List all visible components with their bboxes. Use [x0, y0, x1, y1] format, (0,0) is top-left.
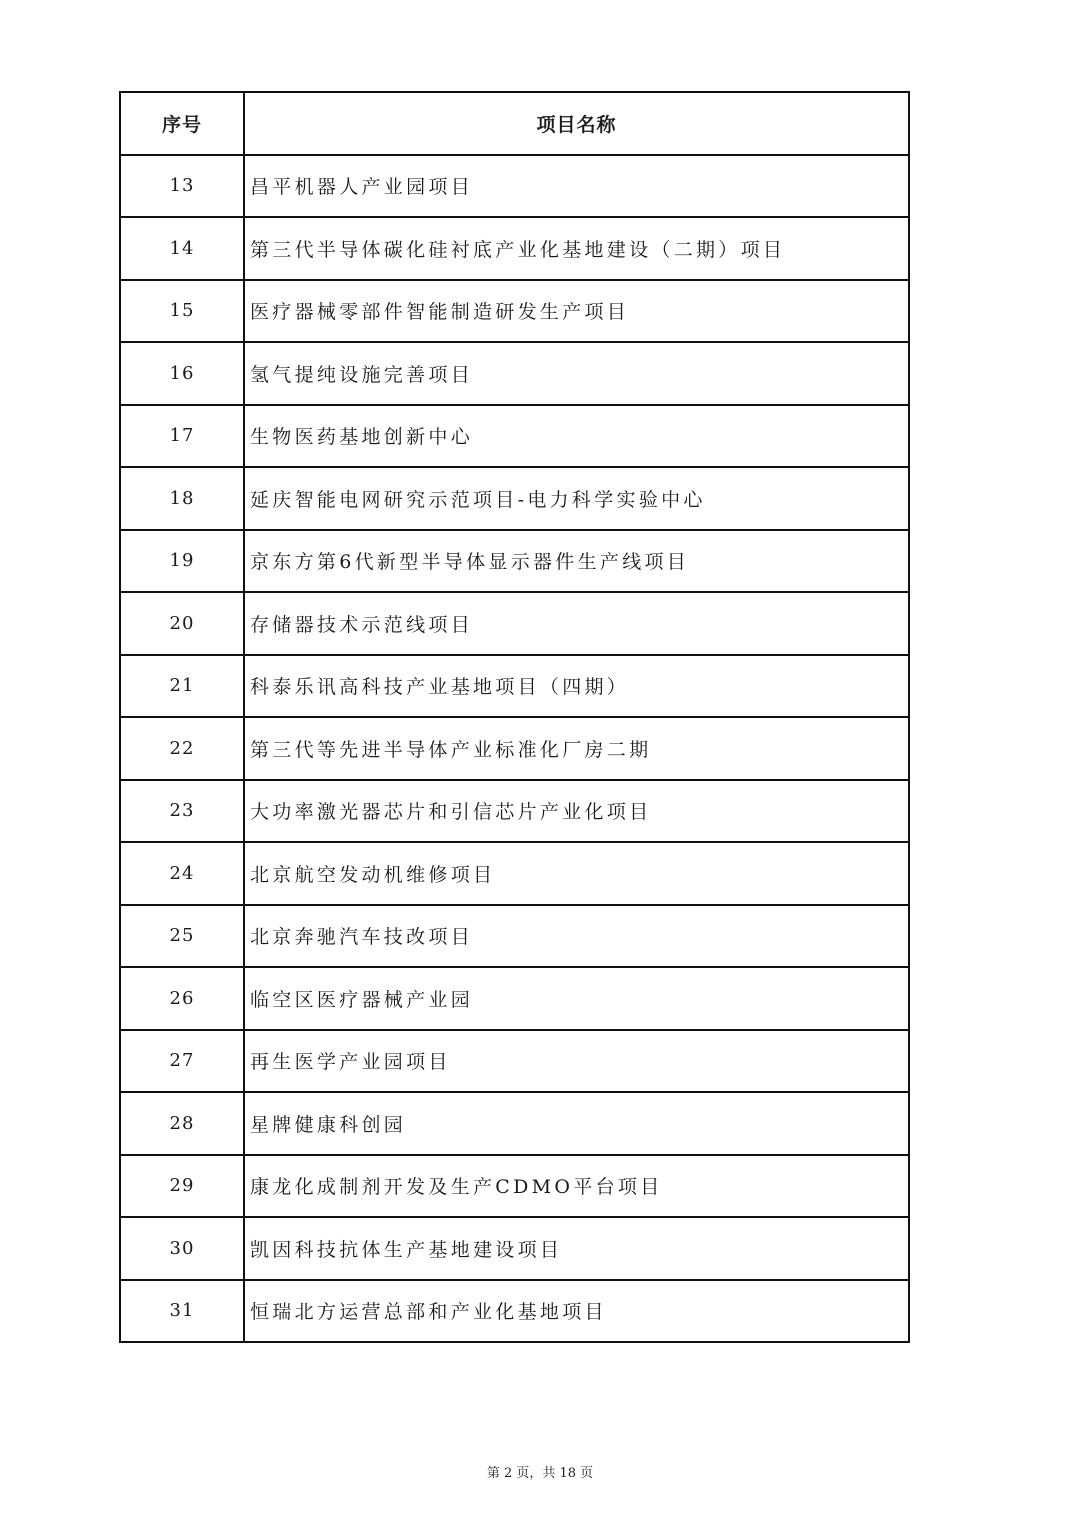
row-project-name: 第三代半导体碳化硅衬底产业化基地建设（二期）项目	[244, 217, 909, 280]
row-number: 15	[120, 280, 244, 343]
table-row	[120, 780, 909, 843]
row-number: 14	[120, 217, 244, 280]
row-project-name: 氢气提纯设施完善项目	[244, 342, 909, 405]
row-number: 26	[120, 967, 244, 1030]
table-row	[120, 1280, 909, 1343]
table-body	[120, 155, 909, 1343]
table-row	[120, 905, 909, 968]
page-footer: 第 2 页，共 18 页	[486, 1466, 594, 1481]
table-row	[120, 217, 909, 280]
row-number: 30	[120, 1217, 244, 1280]
row-project-name: 康龙化成制剂开发及生产CDMO平台项目	[244, 1155, 909, 1218]
table-row	[120, 1217, 909, 1280]
row-project-name: 生物医药基地创新中心	[244, 405, 909, 468]
header-project-name: 项目名称	[244, 92, 909, 155]
row-project-name: 星牌健康科创园	[244, 1092, 909, 1155]
table-row	[120, 842, 909, 905]
table-row	[120, 655, 909, 718]
row-project-name: 第三代等先进半导体产业标准化厂房二期	[244, 717, 909, 780]
row-number: 22	[120, 717, 244, 780]
row-number: 27	[120, 1030, 244, 1093]
row-number: 19	[120, 530, 244, 593]
row-project-name: 昌平机器人产业园项目	[244, 155, 909, 218]
row-project-name: 大功率激光器芯片和引信芯片产业化项目	[244, 780, 909, 843]
table-row	[120, 1155, 909, 1218]
projects-table	[119, 91, 910, 1343]
row-project-name: 延庆智能电网研究示范项目-电力科学实验中心	[244, 467, 909, 530]
table-header-row	[120, 92, 909, 155]
table-row	[120, 467, 909, 530]
row-number: 29	[120, 1155, 244, 1218]
table-row	[120, 967, 909, 1030]
row-number: 17	[120, 405, 244, 468]
table-row	[120, 342, 909, 405]
row-number: 24	[120, 842, 244, 905]
row-project-name: 再生医学产业园项目	[244, 1030, 909, 1093]
row-number: 28	[120, 1092, 244, 1155]
table-row	[120, 405, 909, 468]
row-project-name: 凯因科技抗体生产基地建设项目	[244, 1217, 909, 1280]
row-project-name: 临空区医疗器械产业园	[244, 967, 909, 1030]
table-row	[120, 717, 909, 780]
row-number: 18	[120, 467, 244, 530]
table-row	[120, 155, 909, 218]
row-project-name: 科泰乐讯高科技产业基地项目（四期）	[244, 655, 909, 718]
table-row	[120, 1092, 909, 1155]
row-number: 20	[120, 592, 244, 655]
row-number: 13	[120, 155, 244, 218]
row-number: 21	[120, 655, 244, 718]
row-project-name: 北京奔驰汽车技改项目	[244, 905, 909, 968]
table-row	[120, 280, 909, 343]
row-number: 31	[120, 1280, 244, 1343]
row-project-name: 恒瑞北方运营总部和产业化基地项目	[244, 1280, 909, 1343]
row-project-name: 医疗器械零部件智能制造研发生产项目	[244, 280, 909, 343]
row-number: 25	[120, 905, 244, 968]
row-project-name: 京东方第6代新型半导体显示器件生产线项目	[244, 530, 909, 593]
row-number: 16	[120, 342, 244, 405]
table-row	[120, 592, 909, 655]
table-row	[120, 1030, 909, 1093]
header-number: 序号	[120, 92, 244, 155]
row-project-name: 存储器技术示范线项目	[244, 592, 909, 655]
row-project-name: 北京航空发动机维修项目	[244, 842, 909, 905]
row-number: 23	[120, 780, 244, 843]
table-row	[120, 530, 909, 593]
